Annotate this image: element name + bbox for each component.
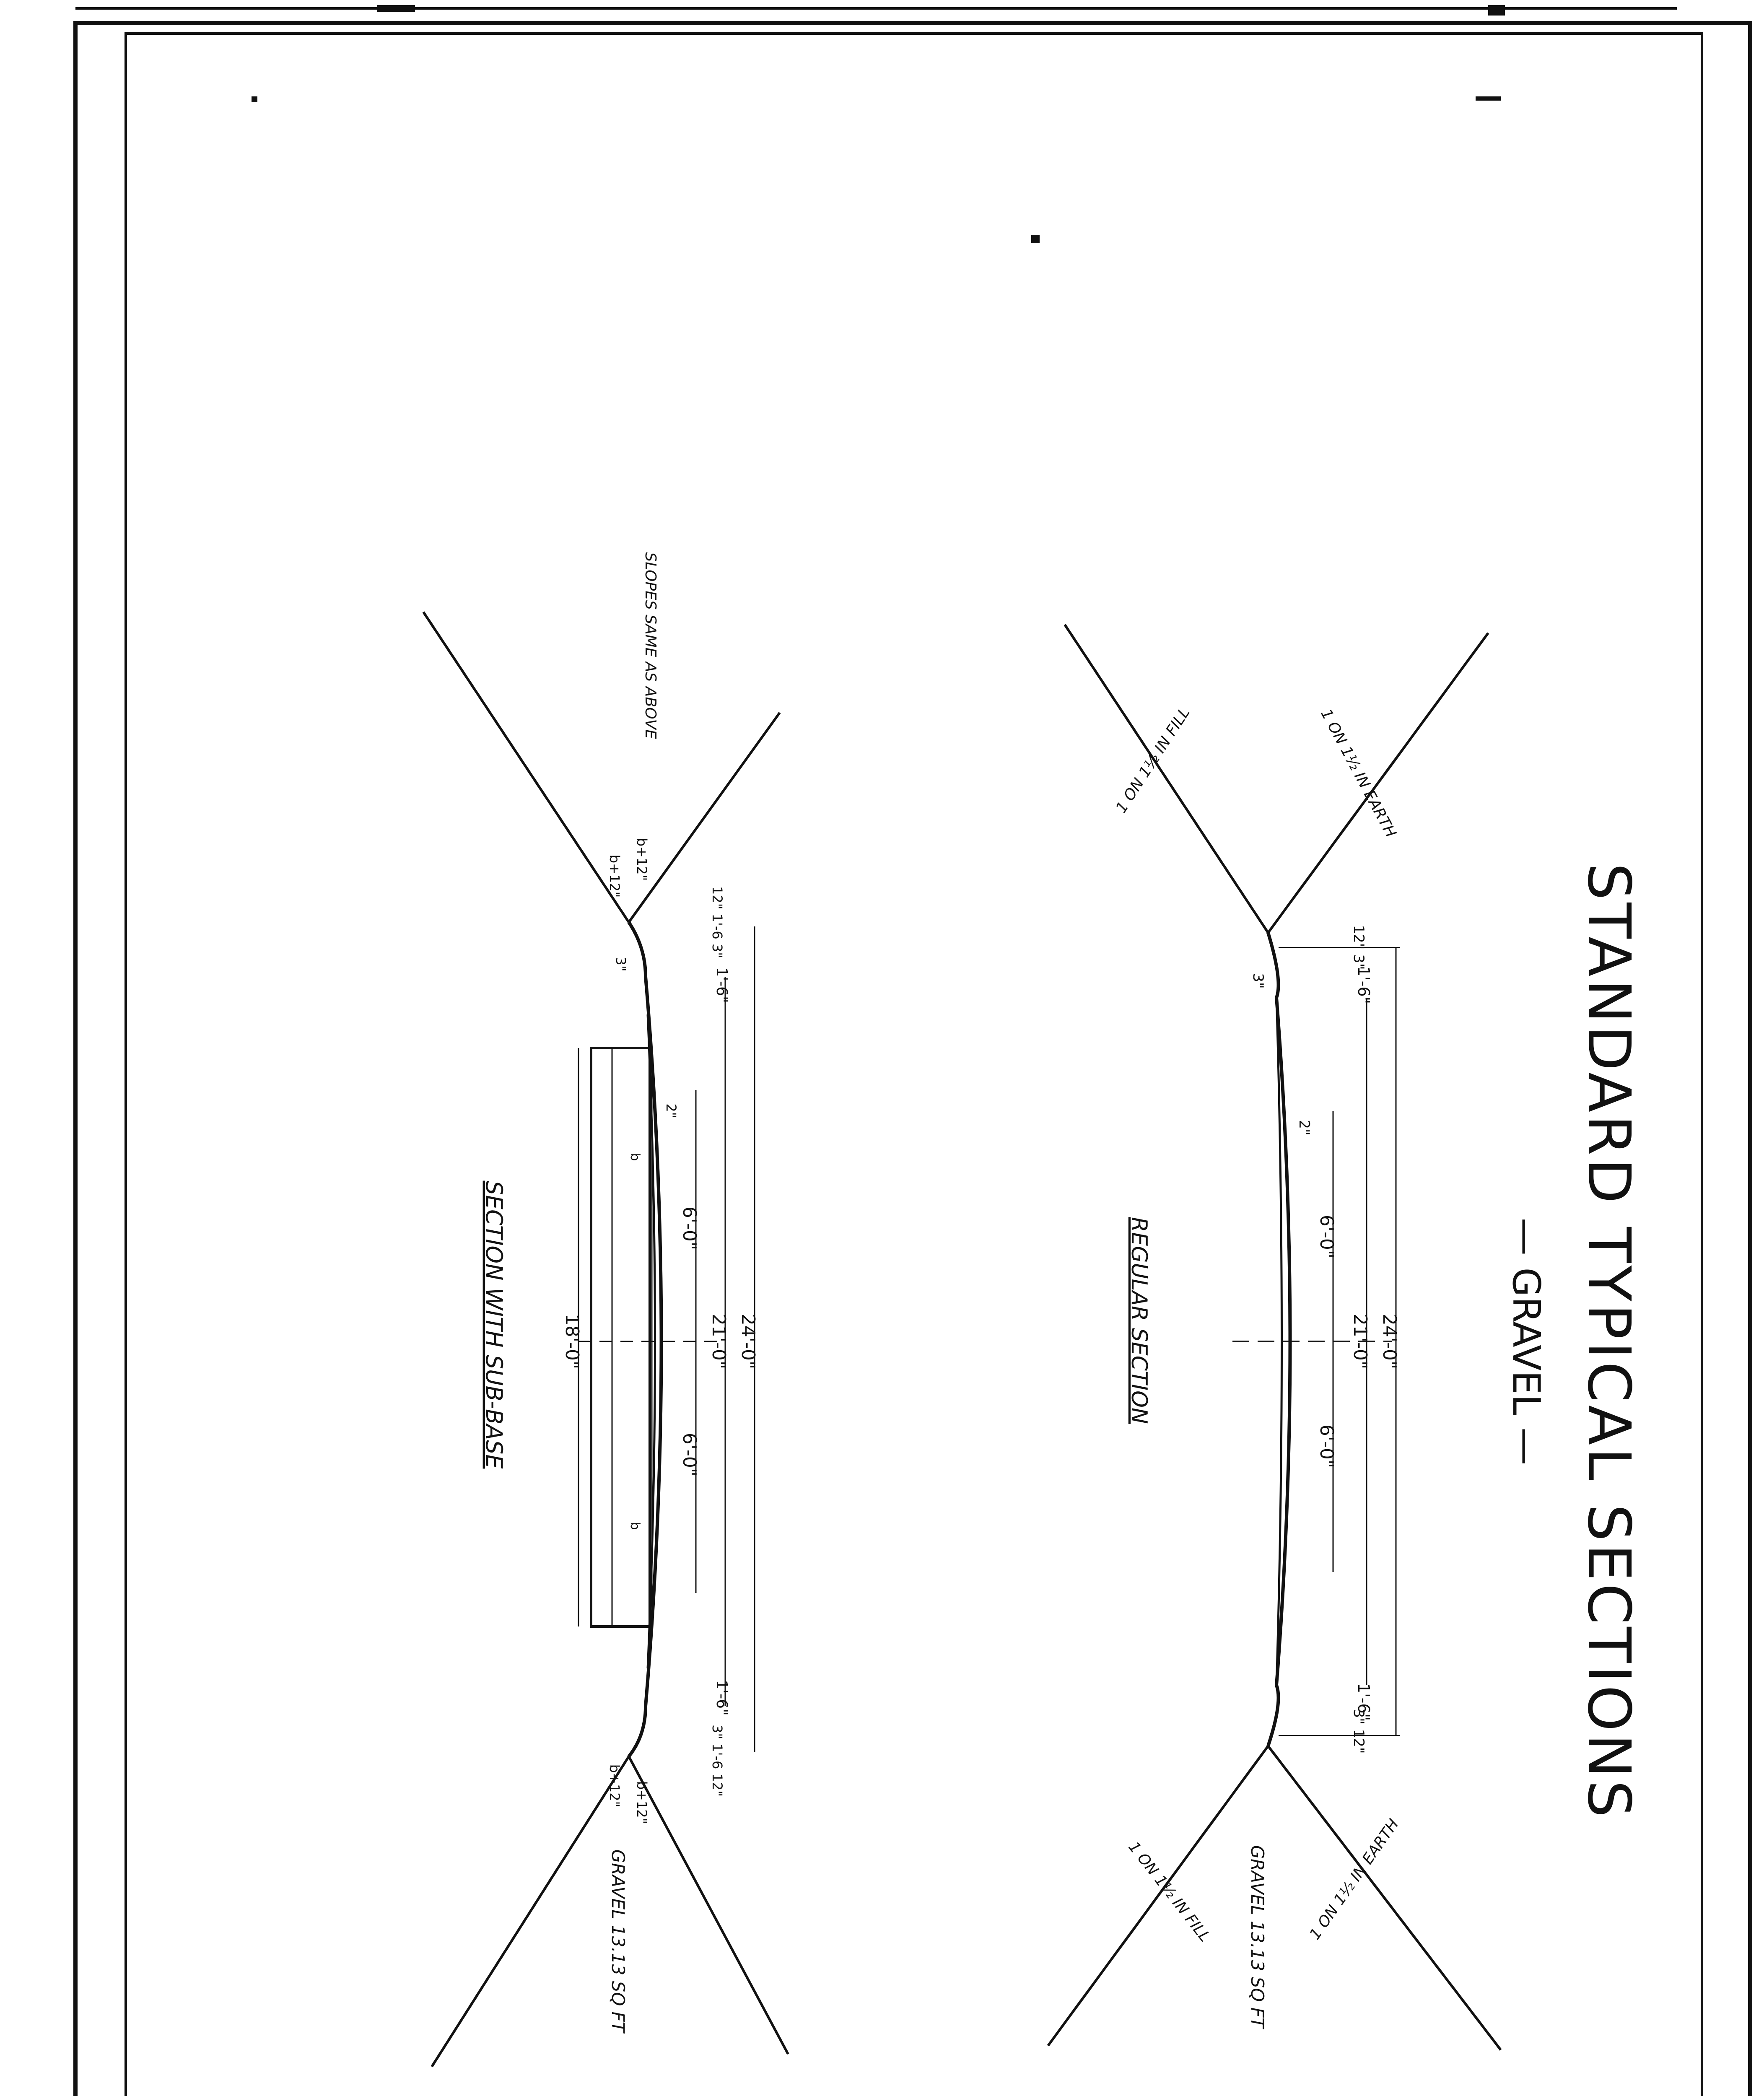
regular-edge-depth: 3"	[1250, 973, 1266, 989]
subbase-b-b: b	[628, 1522, 642, 1530]
regular-dim-shoulder-b: 1'-6"	[1354, 1683, 1373, 1721]
regular-slope-upper-left-label: 1 ON 1½ IN EARTH	[1317, 706, 1400, 840]
subbase-dim-shoulder-a: 1'-6"	[713, 967, 730, 1003]
regular-dim-ditch-b: 3" 12"	[1350, 1709, 1367, 1754]
speckle	[1031, 235, 1040, 243]
regular-dim-traveled: 21'-0"	[1349, 1313, 1371, 1370]
speckle	[1488, 5, 1505, 16]
subbase-dim-shoulder-b: 1'-6"	[713, 1680, 730, 1716]
subbase-section-label: SECTION WITH SUB-BASE	[481, 1180, 507, 1469]
subbase-gravel-qty: GRAVEL 13.13 SQ FT	[608, 1849, 628, 2033]
subbase-ditch-b2: b+12"	[607, 1764, 623, 1808]
subbase-slope-note: SLOPES SAME AS ABOVE	[642, 552, 659, 739]
regular-slope-upper-right-label: 1 ON 1½ IN FILL	[1112, 704, 1193, 816]
regular-slope-lower-right-label: 1 ON 1½ IN FILL	[1125, 1838, 1214, 1946]
subbase-crown: 2"	[663, 1103, 679, 1118]
regular-dim-total: 24'-0"	[1379, 1313, 1400, 1370]
regular-dim-half-a: 6'-0"	[1316, 1214, 1337, 1259]
subbase-dim-ditch-b: 3" 1'-6 12"	[709, 1725, 725, 1797]
regular-gravel-qty: GRAVEL 13.13 SQ FT	[1247, 1845, 1268, 2029]
regular-dim-half-b: 6'-0"	[1316, 1424, 1337, 1468]
subbase-dim-traveled: 21'-0"	[708, 1313, 729, 1370]
speckle	[1476, 96, 1501, 101]
subbase-dim-half-b: 6'-0"	[679, 1432, 700, 1477]
regular-dim-ditch-a: 12" 3"	[1350, 925, 1367, 970]
subbase-dim-ditch-a: 12" 1'-6 3"	[709, 886, 725, 958]
regular-section-label: REGULAR SECTION	[1126, 1217, 1152, 1424]
title-main: STANDARD TYPICAL SECTIONS	[1575, 863, 1643, 1820]
subbase-dim-subbase: 18'-0"	[561, 1313, 583, 1370]
subbase-edge-depth: 3"	[613, 957, 629, 972]
regular-dim-shoulder-a: 1'-6"	[1354, 966, 1373, 1004]
subbase-dim-half-a: 6'-0"	[679, 1206, 700, 1250]
subbase-ditch-a1: b+12"	[634, 838, 650, 881]
regular-crown: 2"	[1296, 1120, 1313, 1136]
speckle	[377, 5, 415, 12]
title-sub: — GRAVEL —	[1504, 1217, 1548, 1466]
subbase-ditch-b1: b+12"	[634, 1781, 650, 1824]
speckle	[252, 96, 257, 102]
subbase-dim-total: 24'-0"	[737, 1313, 759, 1370]
subbase-ditch-a2: b+12"	[607, 854, 623, 898]
subbase-b-a: b	[628, 1153, 642, 1161]
regular-slope-lower-left-label: 1 ON 1½ IN EARTH	[1306, 1816, 1403, 1943]
